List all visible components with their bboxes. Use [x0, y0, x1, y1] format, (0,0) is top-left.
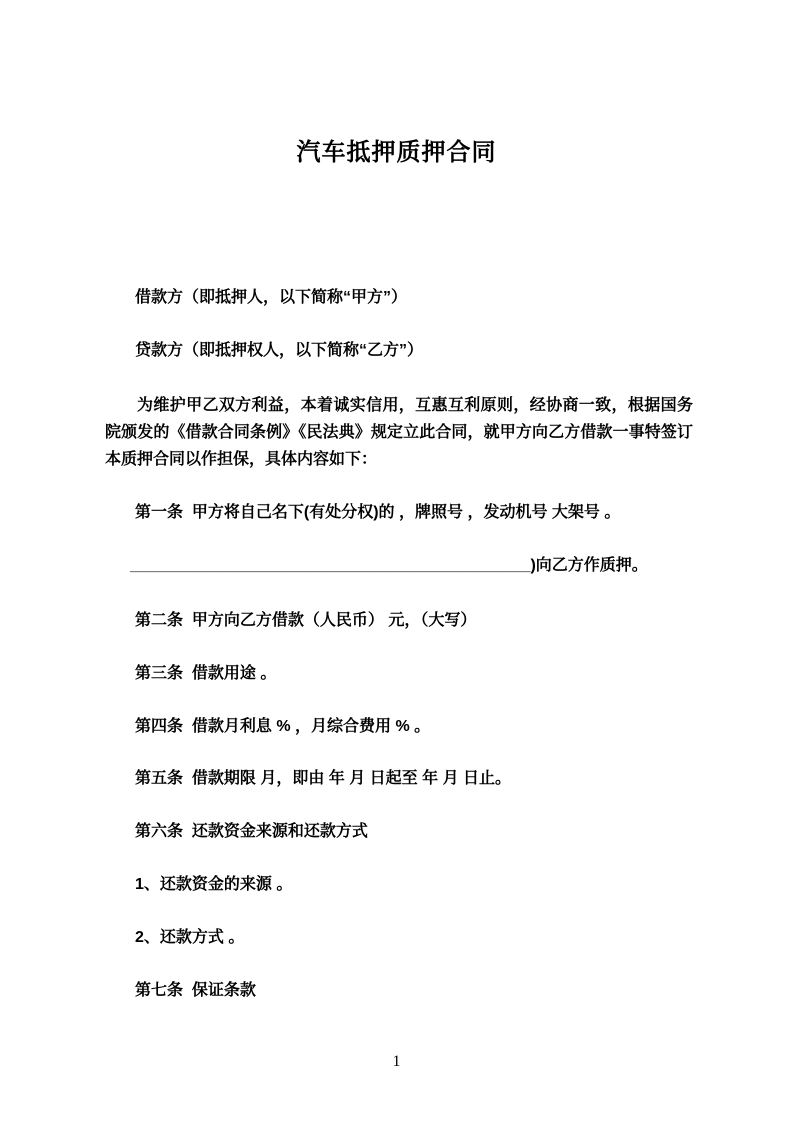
contract-preamble: 为维护甲乙双方利益，本着诚实信用，互惠互利原则，经协商一致，根据国务院颁发的《借款合同条例》《民法典》规定立此合同，就甲方向乙方借款一事特签订本质押合同以作担保，具体内容如下：	[105, 397, 693, 468]
fill-in-blank: _____________________________________________	[130, 557, 531, 574]
lender-party-line: 贷款方（即抵押权人，以下简称“乙方”）	[135, 342, 424, 359]
clause-6-item-1-line: 1、还款资金的来源 。	[135, 876, 293, 893]
clause-1-line: 第一条 甲方将自己名下(有处分权)的 ，牌照号 ，发动机号 大架号 。	[135, 504, 621, 521]
document-title: 汽车抵押质押合同	[296, 139, 497, 166]
clause-6-item-2-line: 2、还款方式 。	[135, 929, 245, 946]
clause-3-line: 第三条 借款用途 。	[135, 665, 277, 682]
borrower-party-line: 借款方（即抵押人，以下简称“甲方”）	[135, 289, 408, 306]
clause-1-continuation-line	[130, 556, 648, 575]
clause-6-line: 第六条 还款资金来源和还款方式	[135, 823, 368, 840]
clause-1-continuation-text: )向乙方作质押。	[530, 557, 648, 574]
clause-7-line: 第七条 保证条款	[135, 982, 256, 999]
clause-2-line: 第二条 甲方向乙方借款（人民币） 元，（大写）	[135, 612, 477, 629]
page-number: 1	[392, 1053, 401, 1070]
clause-5-line: 第五条 借款期限 月，即由 年 月 日起至 年 月 日止。	[135, 770, 512, 787]
clause-4-line: 第四条 借款月利息 % ，月综合费用 % 。	[135, 718, 431, 735]
